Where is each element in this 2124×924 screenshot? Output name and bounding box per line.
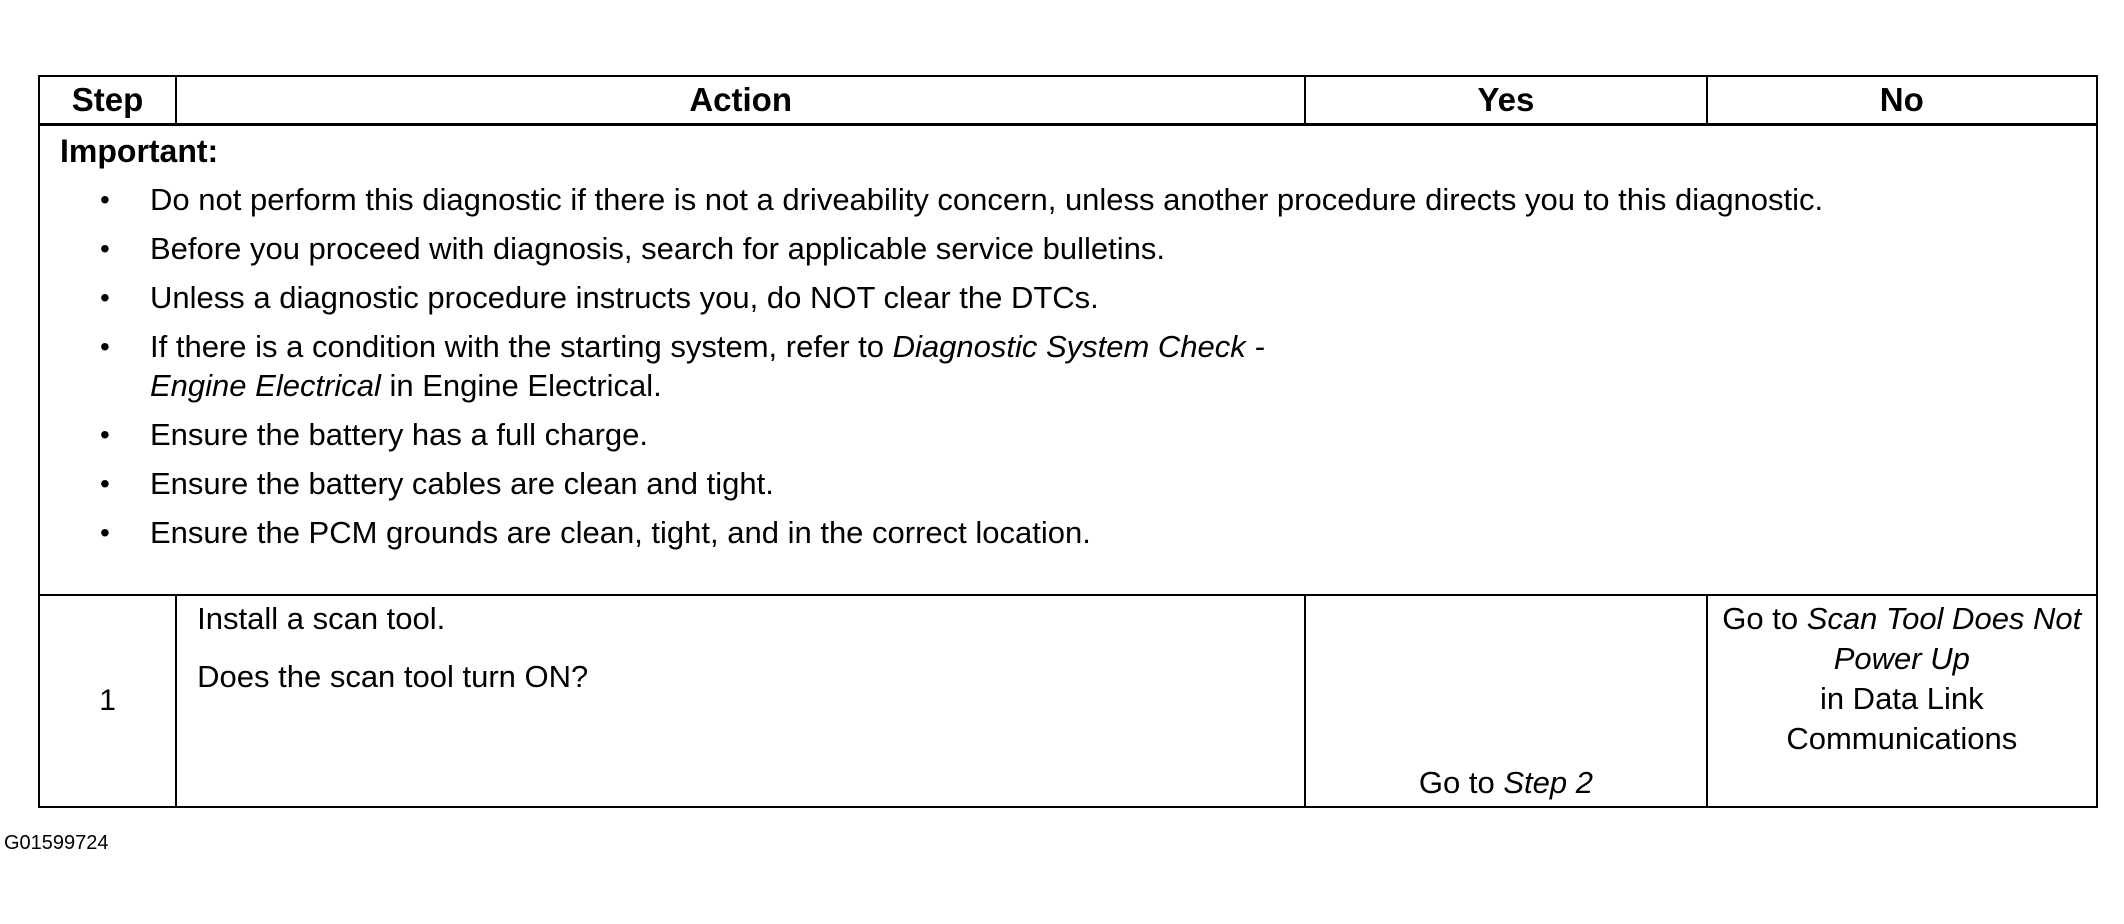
important-row <box>39 125 2097 596</box>
important-item <box>60 180 2096 219</box>
figure-id: G01599724 <box>4 832 109 854</box>
no-reference: Scan Tool Does Not Power Up <box>1806 601 2082 676</box>
no-cell <box>1707 595 2097 807</box>
diagnostic-table <box>38 75 2098 808</box>
important-item-text: Ensure the PCM grounds are clean, tight, and in the correct location. <box>150 515 1091 550</box>
table-header-row <box>39 76 2097 125</box>
important-item-text: Before you proceed with diagnosis, search for applicable service bulletins. <box>150 231 1165 266</box>
step-number: 1 <box>39 595 176 807</box>
bullet-icon: • <box>100 233 110 264</box>
yes-prefix: Go to <box>1418 765 1504 800</box>
header-step: Step <box>39 76 176 125</box>
action-line: Install a scan tool. <box>197 601 446 636</box>
bullet-icon: • <box>100 331 110 362</box>
important-item-text: Unless a diagnostic procedure instructs you, do NOT clear the DTCs. <box>150 280 1099 315</box>
action-cell <box>176 595 1305 807</box>
important-cell <box>39 125 2097 596</box>
important-item <box>60 513 2096 552</box>
important-item-text: If there is a condition with the starting system, refer to <box>150 329 893 364</box>
important-item <box>60 464 2096 503</box>
important-item <box>60 278 2096 317</box>
important-item-text: Do not perform this diagnostic if there is not a driveability concern, unless another procedure directs you to this diagnostic. <box>150 182 1824 217</box>
header-action: Action <box>176 76 1305 125</box>
bullet-icon: • <box>100 184 110 215</box>
important-item <box>60 229 2096 268</box>
header-yes: Yes <box>1305 76 1706 125</box>
no-suffix: in Data Link Communications <box>1786 681 2018 756</box>
bullet-icon: • <box>100 282 110 313</box>
important-item-text: Ensure the battery cables are clean and tight. <box>150 466 774 501</box>
bullet-icon: • <box>100 468 110 499</box>
important-item <box>60 415 2096 454</box>
important-item <box>60 327 2096 405</box>
important-title: Important: <box>60 133 219 169</box>
important-item-reference: Diagnostic System Check - Engine Electrical <box>150 329 1265 403</box>
bullet-icon: • <box>100 517 110 548</box>
header-no: No <box>1707 76 2097 125</box>
important-item-text: Ensure the battery has a full charge. <box>150 417 649 452</box>
yes-cell <box>1305 595 1706 807</box>
important-list <box>60 180 2096 552</box>
table-row <box>39 595 2097 807</box>
yes-step-link: Step 2 <box>1503 765 1593 800</box>
action-line: Does the scan tool turn ON? <box>197 659 589 694</box>
no-prefix: Go to <box>1722 601 1807 636</box>
bullet-icon: • <box>100 419 110 450</box>
important-item-text: in Engine Electrical. <box>380 368 662 403</box>
